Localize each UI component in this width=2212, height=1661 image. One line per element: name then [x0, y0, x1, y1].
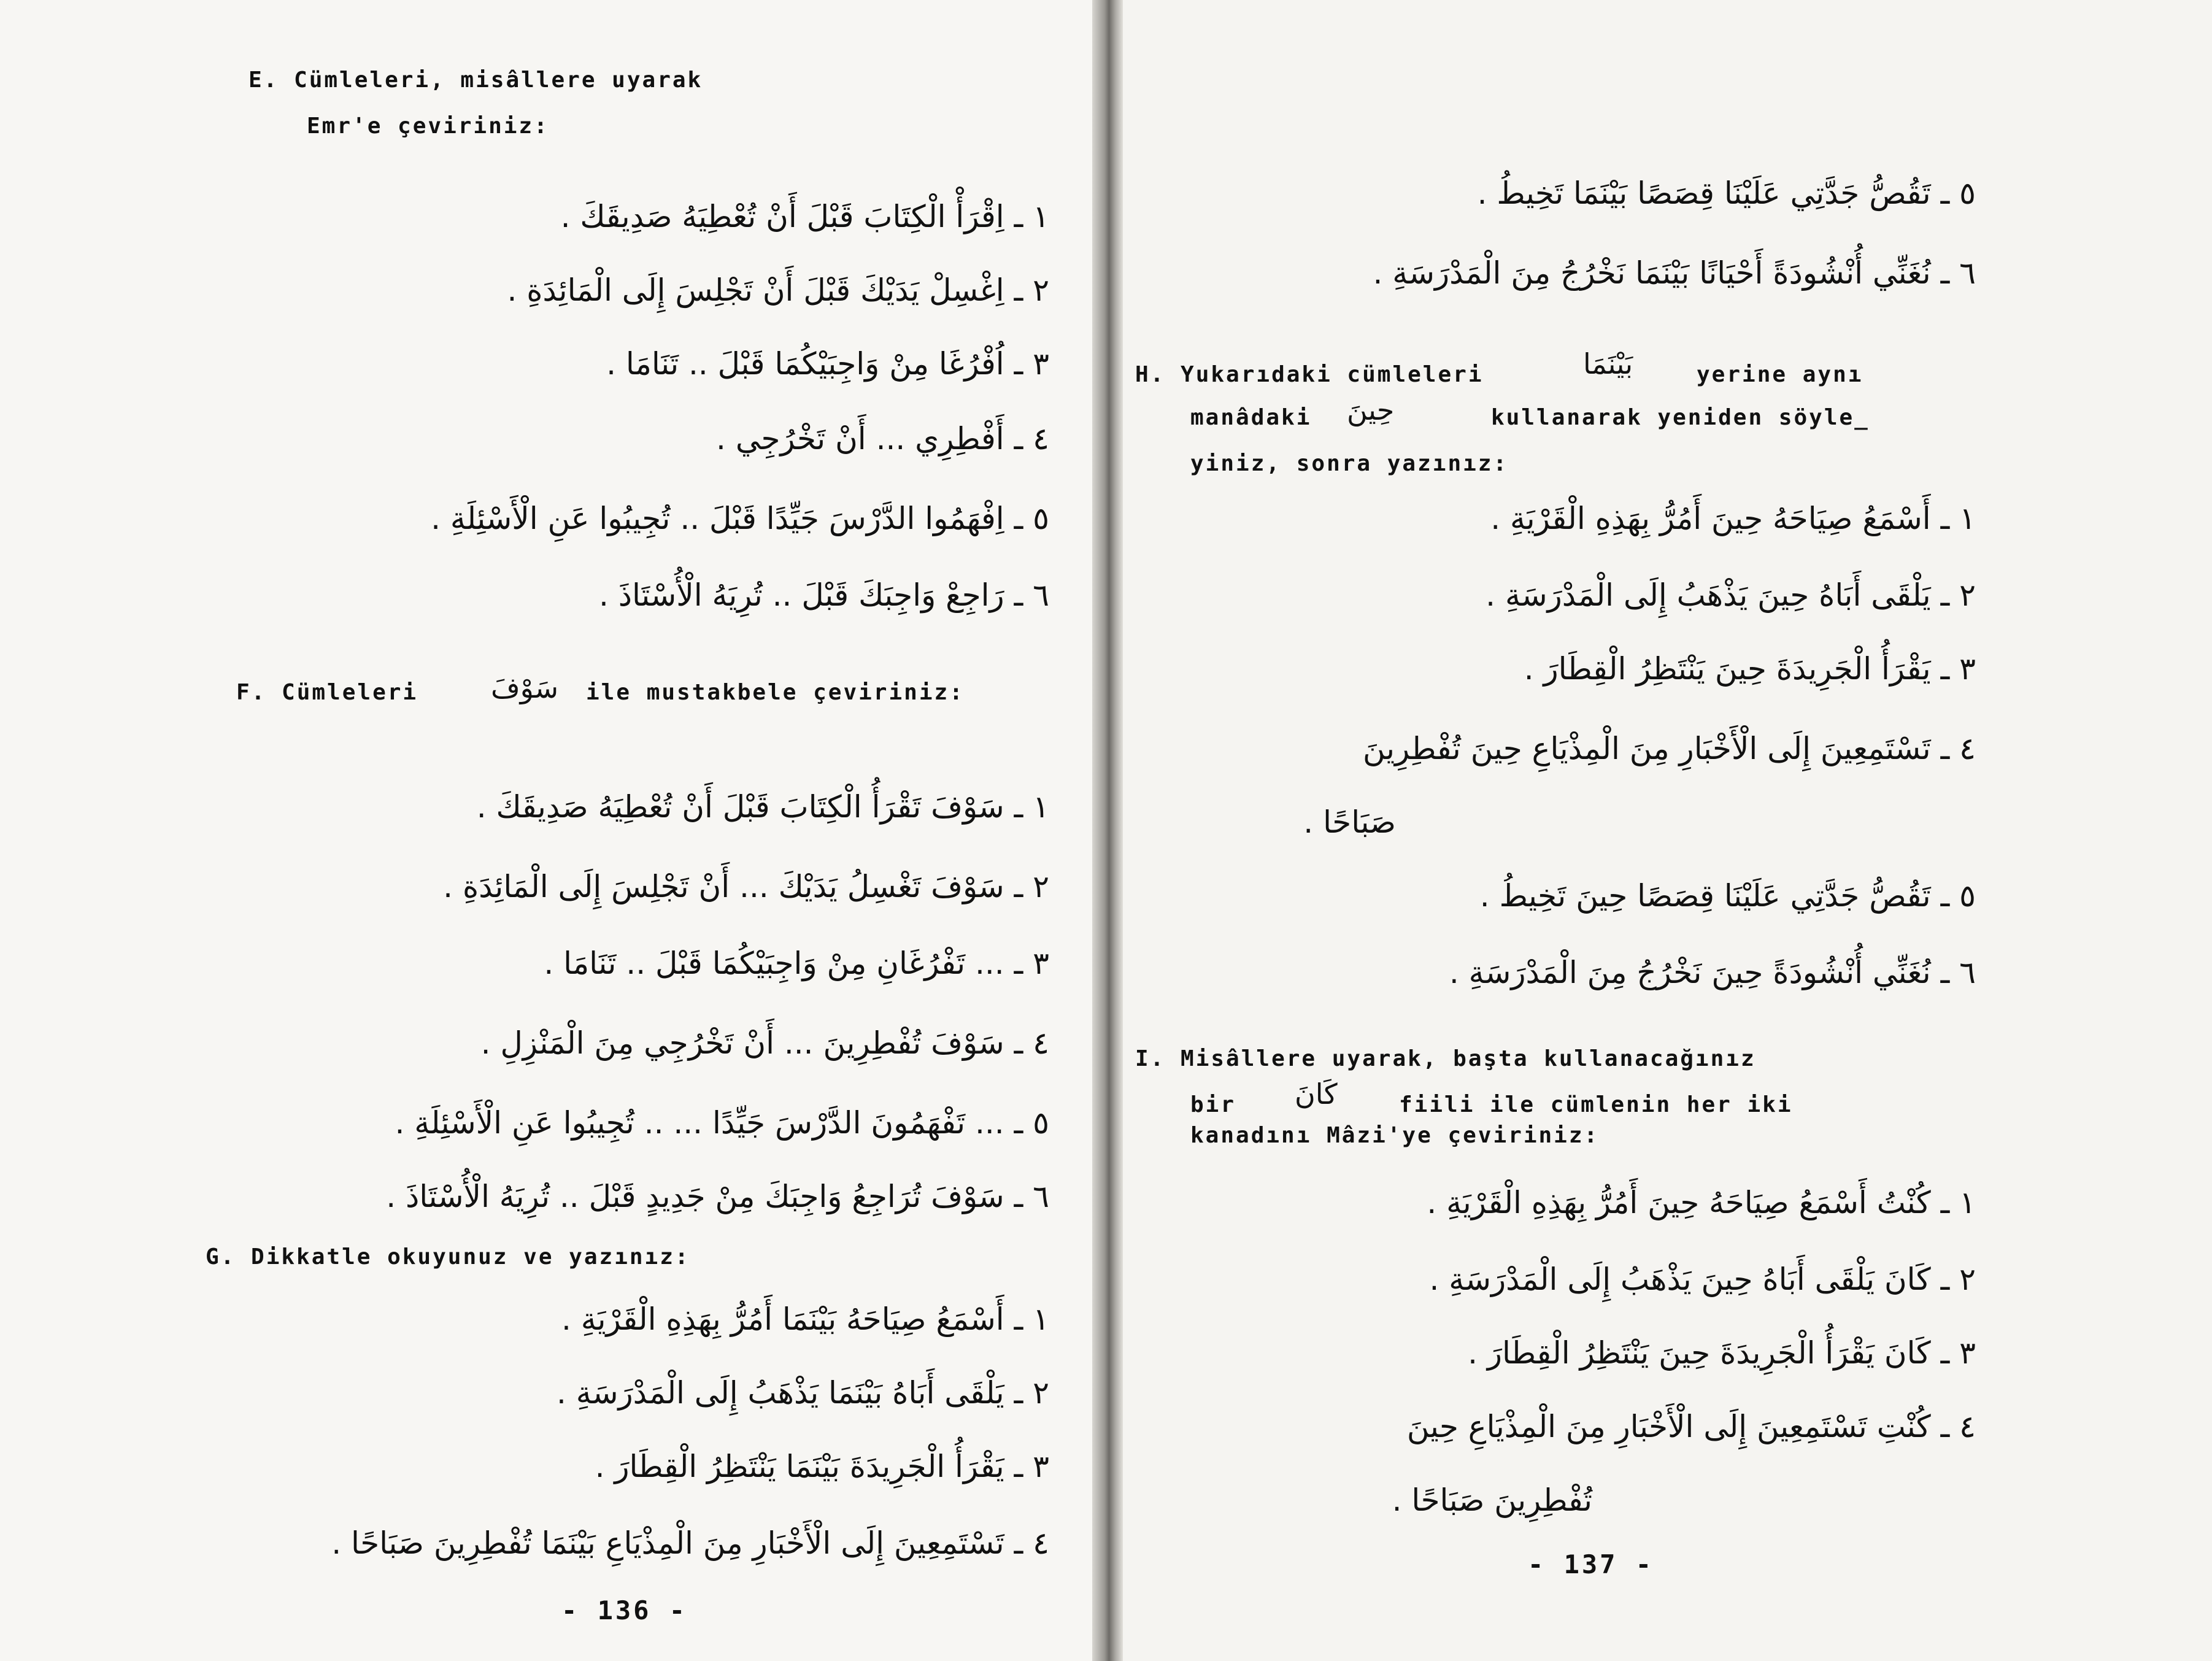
section-i-line-4-continued: تُفْطِرِينَ صَبَاحًا . [1392, 1482, 1592, 1518]
section-g-heading: G. Dikkatle okuyunuz ve yazınız: [206, 1244, 690, 1270]
section-e-line-2: ٢ ـ اِغْسِلْ يَدَيْكَ قَبْلَ أَنْ تَجْلِسَ إِلَى الْمَائِدَةِ . [507, 272, 1049, 308]
continued-line-6: ٦ ـ نُغَنِّي أُنْشُودَةً أَحْيَانًا بَيْنَمَا نَخْرُجُ مِنَ الْمَدْرَسَةِ . [1373, 255, 1976, 291]
section-e-line-1: ١ ـ اِقْرَأْ الْكِتَابَ قَبْلَ أَنْ تُعْطِيَهُ صَدِيقَكَ . [560, 199, 1049, 234]
left-page [0, 0, 1092, 1661]
section-g-line-4: ٤ ـ تَسْتَمِعِينَ إِلَى الْأَخْبَارِ مِنَ الْمِذْيَاعِ بَيْنَمَا تُفْطِرِينَ صَبَاحًا . [331, 1525, 1049, 1561]
section-i-line1: I. Misâllere uyarak, başta kullanacağınız [1135, 1046, 1756, 1071]
section-h-line1-arabic: بَيْنَمَا [1583, 347, 1633, 380]
continued-line-5: ٥ ـ تَقُصُّ جَدَّتِي عَلَيْنَا قِصَصًا بَيْنَمَا تَخِيطُ . [1477, 175, 1976, 211]
section-f-line-5: ٥ ـ ... تَفْهَمُونَ الدَّرْسَ جَيِّدًا ... .. تُجِيبُوا عَنِ الْأَسْئِلَةِ . [395, 1105, 1049, 1141]
section-e-heading: E. Cümleleri, misâllere uyarak [249, 67, 703, 93]
section-e-line-5: ٥ ـ اِفْهَمُوا الدَّرْسَ جَيِّدًا قَبْلَ .. تُجِيبُوا عَنِ الْأَسْئِلَةِ . [431, 501, 1049, 536]
section-h-line2-suffix: kullanarak yeniden söyle_ [1491, 405, 1870, 430]
section-f-heading-prefix: F. Cümleleri [236, 680, 418, 705]
section-h-line1-suffix: yerine aynı [1697, 362, 1863, 387]
section-h-line-6: ٦ ـ نُغَنِّي أُنْشُودَةً حِينَ نَخْرُجُ مِنَ الْمَدْرَسَةِ . [1449, 955, 1976, 990]
section-h-line-1: ١ ـ أَسْمَعُ صِيَاحَهُ حِينَ أَمُرُّ بِهَذِهِ الْقَرْيَةِ . [1490, 501, 1976, 536]
section-g-line-3: ٣ ـ يَقْرَأُ الْجَرِيدَةَ بَيْنَمَا يَنْتَظِرُ الْقِطَارَ . [595, 1449, 1049, 1484]
section-h-line2-prefix: manâdaki [1190, 405, 1312, 430]
page-number-left: - 136 - [561, 1595, 688, 1625]
section-h-line-2: ٢ ـ يَلْقَى أَبَاهُ حِينَ يَذْهَبُ إِلَى الْمَدْرَسَةِ . [1486, 577, 1976, 613]
section-f-line-4: ٤ ـ سَوْفَ تُفْطِرِينَ ... أَنْ تَخْرُجِي مِنَ الْمَنْزِلِ . [480, 1025, 1049, 1061]
section-i-line-2: ٢ ـ كَانَ يَلْقَى أَبَاهُ حِينَ يَذْهَبُ إِلَى الْمَدْرَسَةِ . [1429, 1262, 1976, 1297]
section-f-line-3: ٣ ـ ... تَفْرُغَانِ مِنْ وَاجِبَيْكُمَا قَبْلَ .. تَنَامَا . [544, 946, 1049, 981]
section-i-line2-arabic: كَانَ [1295, 1077, 1338, 1111]
section-h-line-4: ٤ ـ تَسْتَمِعِينَ إِلَى الْأَخْبَارِ مِنَ الْمِذْيَاعِ حِينَ تُفْطِرِينَ [1363, 731, 1976, 766]
section-h-line2-arabic: حِينَ [1347, 393, 1395, 426]
section-e-line-4: ٤ ـ أَفْطِرِي ... أَنْ تَخْرُجِي . [716, 421, 1049, 457]
section-i-line2-suffix: fiili ile cümlenin her iki [1399, 1092, 1793, 1117]
section-e-line-3: ٣ ـ اُفْرُغَا مِنْ وَاجِبَيْكُمَا قَبْلَ .. تَنَامَا . [606, 346, 1049, 382]
section-i-line2-prefix: bir [1190, 1092, 1236, 1117]
section-f-line-1: ١ ـ سَوْفَ تَقْرَأُ الْكِتَابَ قَبْلَ أَنْ تُعْطِيَهُ صَدِيقَكَ . [476, 789, 1049, 825]
section-g-line-2: ٢ ـ يَلْقَى أَبَاهُ بَيْنَمَا يَذْهَبُ إِلَى الْمَدْرَسَةِ . [556, 1375, 1049, 1411]
section-g-line-1: ١ ـ أَسْمَعُ صِيَاحَهُ بَيْنَمَا أَمُرُّ بِهَذِهِ الْقَرْيَةِ . [561, 1301, 1049, 1337]
right-page [1123, 0, 2212, 1661]
section-h-line1-prefix: H. Yukarıdaki cümleleri [1135, 362, 1484, 387]
section-e-subheading: Emr'e çeviriniz: [307, 114, 549, 139]
section-h-line-5: ٥ ـ تَقُصُّ جَدَّتِي عَلَيْنَا قِصَصًا حِينَ تَخِيطُ . [1479, 878, 1976, 914]
section-i-line-3: ٣ ـ كَانَ يَقْرَأُ الْجَرِيدَةَ حِينَ يَنْتَظِرُ الْقِطَارَ . [1468, 1335, 1976, 1371]
section-f-line-2: ٢ ـ سَوْفَ تَغْسِلُ يَدَيْكَ ... أَنْ تَجْلِسَ إِلَى الْمَائِدَةِ . [443, 869, 1049, 904]
section-i-line-4: ٤ ـ كُنْتِ تَسْتَمِعِينَ إِلَى الْأَخْبَارِ مِنَ الْمِذْيَاعِ حِينَ [1406, 1409, 1976, 1444]
section-f-arabic-word: سَوْفَ [491, 671, 558, 704]
section-h-line-3: ٣ ـ يَقْرَأُ الْجَرِيدَةَ حِينَ يَنْتَظِرُ الْقِطَارَ . [1524, 651, 1976, 687]
book-spine [1092, 0, 1123, 1661]
section-h-line3: yiniz, sonra yazınız: [1190, 451, 1509, 476]
section-f-line-6: ٦ ـ سَوْفَ تُرَاجِعُ وَاجِبَكَ مِنْ جَدِيدٍ قَبْلَ .. تُرِيَهُ الْأُسْتَاذَ . [386, 1179, 1049, 1214]
section-i-line-1: ١ ـ كُنْتُ أَسْمَعُ صِيَاحَهُ حِينَ أَمُرُّ بِهَذِهِ الْقَرْيَةِ . [1427, 1185, 1976, 1220]
section-f-heading-suffix: ile mustakbele çeviriniz: [586, 680, 965, 705]
page-number-right: - 137 - [1528, 1549, 1654, 1579]
section-e-line-6: ٦ ـ رَاجِعْ وَاجِبَكَ قَبْلَ .. تُرِيَهُ الْأُسْتَاذَ . [598, 577, 1049, 613]
section-h-line-4-continued: صَبَاحًا . [1303, 804, 1396, 840]
section-i-line3: kanadını Mâzi'ye çeviriniz: [1190, 1123, 1600, 1148]
